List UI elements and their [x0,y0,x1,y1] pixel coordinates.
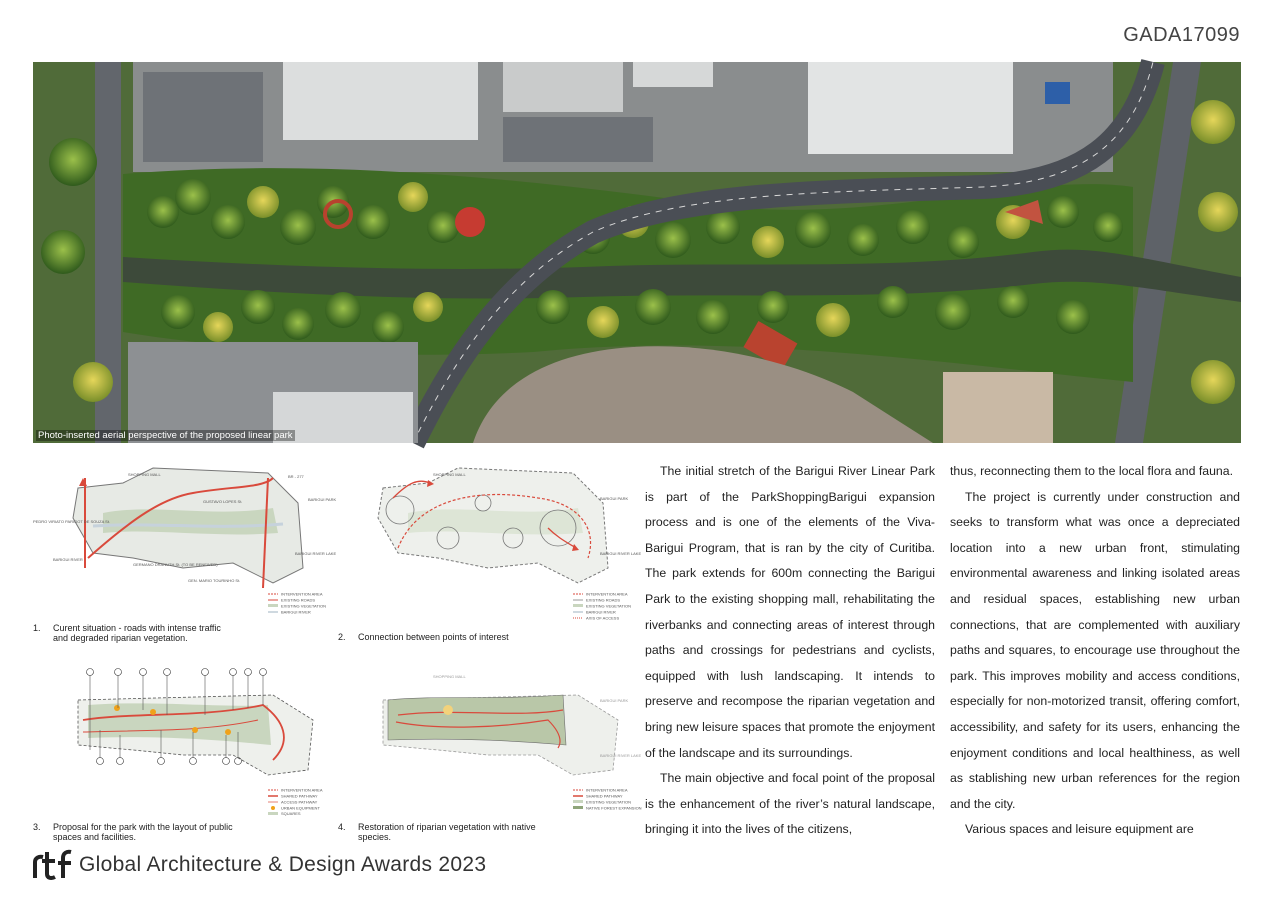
diagram-2-caption: 2. Connection between points of interest [338,632,638,642]
map-label: SHOPPING MALL [128,472,161,477]
paragraph: The project is currently under construction and seeks to transform what was once a depreciated location into a new urban front, stimulating environmental awareness and linking isolated areas and residual spaces, establishing new urban connections, that are complemented with auxiliary paths and squares, to encourage use throughout the park. This improves mobility and access conditions, especially for non-motorized transit, offering comfort, accessibility, and safety for its users, enhancing the enjoyment conditions and local healthiness, as well as stablishing new urban references for the region and the city. [950,489,1240,811]
legend-item: NATIVE FOREST EXPANSION [586,805,642,811]
diagram-park-proposal [33,660,323,815]
caption-line: Connection between points of interest [358,632,509,642]
paragraph: thus, reconnecting them to the local flora and fauna. [950,464,1234,478]
caption-line: spaces and facilities. [53,832,137,842]
diagram-1-caption: 1. Curent situation - roads with intense traffic and degraded riparian vegetation. [33,623,333,643]
map-label: GERMANO DRANUTH St. (TO BE RENEWED) [133,562,218,567]
legend-item: SHARED PATHWAY [586,793,623,799]
award-title: Global Architecture & Design Awards 2023 [79,853,487,876]
caption-line: species. [358,832,392,842]
legend-item: EXISTING VEGETATION [586,799,631,805]
legend-item: INTERVENTION AREA [586,787,628,793]
text-column-2 [950,459,1240,843]
map-label: GEN. MARIO TOURINHO St. [188,578,241,583]
map-label: BARIGUI RIVER LAKE [600,753,642,758]
legend-item: AXIS OF ACCESS [586,615,620,621]
map-label: BARIGUI PARK [308,497,337,502]
footer [33,848,486,882]
map-label: BARIGUI RIVER LAKE [295,551,337,556]
caption-line: Restoration of riparian vegetation with native [358,822,536,832]
aerial-perspective-image [33,62,1241,443]
legend-item: INTERVENTION AREA [281,787,323,793]
legend-item: EXISTING ROADS [281,597,316,603]
map-label: BARIGUI RIVER LAKE [600,551,642,556]
map-label: BR - 277 [288,474,304,479]
legend-item: BARIGUI RIVER [281,609,311,615]
diagram-current-situation [33,458,337,616]
map-label: BARIGUI PARK [600,496,629,501]
paragraph: The initial stretch of the Barigui River Linear Park is part of the ParkShoppingBarigui expansion process and is one of the elements of the Viva-Barigui Program, that is ran by the city of Curitiba. The park extends for 600m connecting the Barigui Park to the existing shopping mall, rehabilitating the riverbanks and connecting areas of interest through paths and crossings for pedestrians and cyclists, equipped with lush landscaping. It intends to preserve and recompose the riparian vegetation and bring new leisure spaces that promote the enjoyment of the landscape and its surroundings. [645,464,935,760]
diagram-4-caption: 4. Restoration of riparian vegetation with native species. [338,822,638,842]
legend-item: INTERVENTION AREA [586,591,628,597]
aerial-caption: Photo-inserted aerial perspective of the proposed linear park [38,430,293,441]
map-label: BARIGUI PARK [600,698,629,703]
legend-item: INTERVENTION AREA [281,591,323,597]
text-column-1 [645,459,935,843]
legend-item: SQUARES [281,811,301,816]
caption-line: and degraded riparian vegetation. [53,633,188,643]
legend-item: EXISTING VEGETATION [586,603,631,609]
legend-item: EXISTING ROADS [586,597,621,603]
map-label: BARIGUI RIVER [53,557,83,562]
map-label: SHOPPING MALL [433,472,466,477]
legend-item: EXISTING VEGETATION [281,603,326,609]
diagram-connections [338,458,642,621]
map-label: SHOPPING MALL [433,674,466,679]
diagram-3-caption: 3. Proposal for the park with the layout of public spaces and facilities. [33,822,333,842]
project-code: GADA17099 [1123,24,1240,46]
legend-item: URBAN EQUIPMENT [281,805,320,811]
paragraph: The main objective and focal point of the proposal is the enhancement of the river’s natural landscape, bringing it into the lives of the citizens, [645,771,935,837]
legend-item: ACCESS PATHWAY [281,799,318,805]
diagram-vegetation-restoration [338,660,642,815]
legend-item: BARIGUI RIVER [586,609,616,615]
caption-line: Proposal for the park with the layout of public [53,822,233,832]
paragraph: Various spaces and leisure equipment are [965,822,1194,837]
map-label: GUSTAVO LOPES St. [203,499,243,504]
legend-item: SHARED PATHWAY [281,793,318,799]
caption-line: Curent situation - roads with intense traffic [53,623,221,633]
gad-logo-icon [33,848,73,882]
map-label: PEDRO VIRIATO PARIGOT DE SOUZA St. [33,519,111,524]
